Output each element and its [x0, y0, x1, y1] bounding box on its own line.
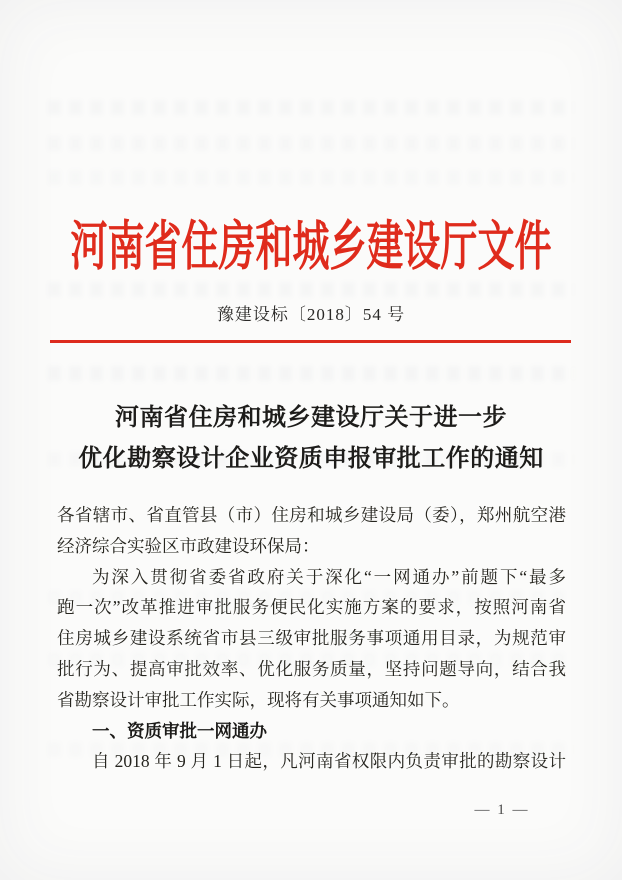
bleed-through-artifact: [48, 170, 574, 185]
letterhead-divider-line: [50, 340, 571, 343]
bleed-through-artifact: [48, 100, 574, 115]
section-heading-1: 一、资质审批一网通办: [92, 720, 267, 741]
paragraph-1-line-4: 批行为、提高审批效率、优化服务质量，坚持问题导向，结合我: [57, 658, 566, 679]
paragraph-1-line-3: 住房城乡建设系统省市县三级审批服务事项通用目录，为规范审: [57, 628, 566, 649]
document-body: [57, 500, 566, 777]
document-reference-number: 豫建设标〔2018〕54 号: [216, 305, 406, 324]
notice-title-line-2: 优化勘察设计企业资质申报审批工作的通知: [78, 446, 544, 472]
notice-title: [0, 398, 622, 480]
bleed-through-artifact: [48, 282, 574, 297]
page-number: — 1 —: [474, 802, 530, 818]
red-letterhead-title: 河南省住房和城乡建设厅文件: [70, 217, 552, 278]
paragraph-2-line-1: 自 2018 年 9 月 1 日起，凡河南省权限内负责审批的勘察设计: [92, 751, 566, 772]
paragraph-1-line-2: 跑一次”改革推进审批服务便民化实施方案的要求，按照河南省: [57, 597, 566, 618]
recipients-line-1: 各省辖市、省直管县（市）住房和城乡建设局（委），郑州航空港: [57, 505, 566, 525]
bleed-through-artifact: [48, 136, 574, 151]
recipients-line-2: 经济综合实验区市政建设环保局：: [57, 535, 320, 556]
paragraph-1-line-1: 为深入贯彻省委省政府关于深化“一网通办”前题下“最多: [92, 566, 566, 587]
paragraph-1-line-5: 省勘察设计审批工作实际，现将有关事项通知如下。: [57, 689, 460, 710]
bleed-through-artifact: [48, 366, 574, 381]
notice-title-line-1: 河南省住房和城乡建设厅关于进一步: [115, 405, 507, 431]
